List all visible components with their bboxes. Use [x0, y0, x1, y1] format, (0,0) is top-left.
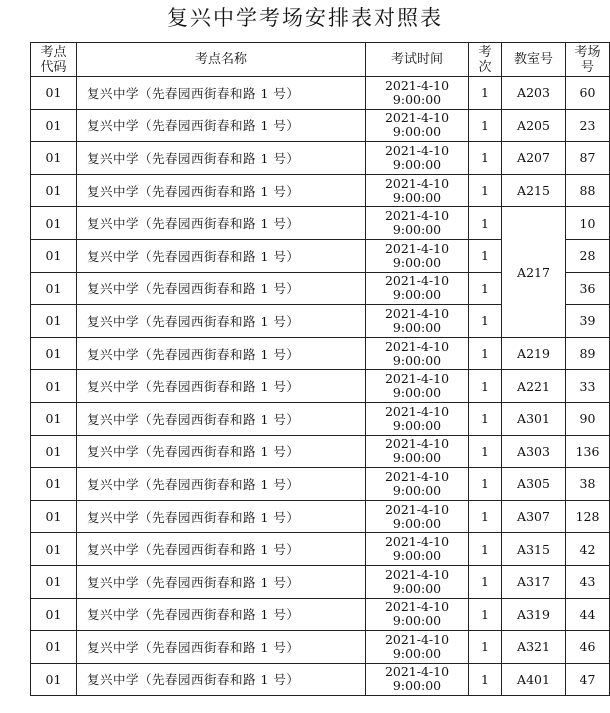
time-clock: 9:00:00: [392, 450, 442, 466]
cell-name: 复兴中学（先春园西街春和路 1 号）: [77, 142, 366, 175]
time-date: 2021-4-10: [384, 208, 450, 224]
table-row: [31, 402, 610, 435]
time-clock: 9:00:00: [392, 287, 442, 303]
time-clock: 9:00:00: [392, 156, 442, 172]
cell-code: 01: [31, 239, 77, 272]
cell-session: 1: [469, 402, 502, 435]
cell-session: 1: [469, 565, 502, 598]
table-row: [31, 598, 610, 631]
cell-name: 复兴中学（先春园西街春和路 1 号）: [77, 272, 366, 305]
table-row: [31, 565, 610, 598]
time-clock: 9:00:00: [392, 515, 442, 531]
cell-session: 1: [469, 468, 502, 501]
cell-room: A219: [502, 337, 566, 370]
table-row: [31, 174, 610, 207]
cell-code: 01: [31, 370, 77, 403]
cell-name: 复兴中学（先春园西街春和路 1 号）: [77, 598, 366, 631]
cell-room: A315: [502, 533, 566, 566]
cell-hall: 136: [566, 435, 610, 468]
cell-session: 1: [469, 663, 502, 696]
cell-time: [366, 500, 469, 533]
cell-name: 复兴中学（先春园西街春和路 1 号）: [77, 239, 366, 272]
cell-hall: 36: [566, 272, 610, 305]
cell-code: 01: [31, 77, 77, 110]
cell-hall: 44: [566, 598, 610, 631]
cell-time: [366, 663, 469, 696]
cell-name: 复兴中学（先春园西街春和路 1 号）: [77, 663, 366, 696]
cell-session: 1: [469, 631, 502, 664]
cell-time: [366, 565, 469, 598]
time-date: 2021-4-10: [384, 436, 450, 452]
cell-time: [366, 77, 469, 110]
cell-name: 复兴中学（先春园西街春和路 1 号）: [77, 77, 366, 110]
table-row: [31, 435, 610, 468]
cell-time: [366, 598, 469, 631]
cell-room: A217: [502, 207, 566, 337]
table-row: [31, 468, 610, 501]
table-row: [31, 500, 610, 533]
cell-time: [366, 402, 469, 435]
cell-name: 复兴中学（先春园西街春和路 1 号）: [77, 402, 366, 435]
cell-room: A215: [502, 174, 566, 207]
cell-hall: 23: [566, 109, 610, 142]
cell-session: 1: [469, 272, 502, 305]
cell-hall: 47: [566, 663, 610, 696]
time-clock: 9:00:00: [392, 91, 442, 107]
cell-session: 1: [469, 533, 502, 566]
cell-session: 1: [469, 500, 502, 533]
cell-time: [366, 272, 469, 305]
cell-name: 复兴中学（先春园西街春和路 1 号）: [77, 305, 366, 338]
cell-name: 复兴中学（先春园西街春和路 1 号）: [77, 207, 366, 240]
cell-hall: 10: [566, 207, 610, 240]
cell-time: [366, 174, 469, 207]
cell-room: A203: [502, 77, 566, 110]
time-clock: 9:00:00: [392, 482, 442, 498]
cell-session: 1: [469, 239, 502, 272]
table-row: [31, 631, 610, 664]
time-clock: 9:00:00: [392, 580, 442, 596]
cell-room: A205: [502, 109, 566, 142]
cell-code: 01: [31, 402, 77, 435]
table-row: [31, 337, 610, 370]
time-date: 2021-4-10: [384, 371, 450, 387]
cell-name: 复兴中学（先春园西街春和路 1 号）: [77, 468, 366, 501]
time-clock: 9:00:00: [392, 254, 442, 270]
cell-code: 01: [31, 500, 77, 533]
time-date: 2021-4-10: [384, 566, 450, 582]
time-date: 2021-4-10: [384, 142, 450, 158]
table-row: [31, 533, 610, 566]
table-row: [31, 142, 610, 175]
table-row: [31, 77, 610, 110]
cell-session: 1: [469, 207, 502, 240]
cell-time: [366, 631, 469, 664]
cell-hall: 28: [566, 239, 610, 272]
exam-schedule-table: [30, 42, 610, 696]
table-header-row: [31, 43, 610, 77]
cell-room: A317: [502, 565, 566, 598]
cell-session: 1: [469, 77, 502, 110]
cell-code: 01: [31, 435, 77, 468]
cell-session: 1: [469, 435, 502, 468]
header-time: 考试时间: [366, 43, 469, 77]
cell-time: [366, 533, 469, 566]
time-clock: 9:00:00: [392, 352, 442, 368]
time-date: 2021-4-10: [384, 240, 450, 256]
time-clock: 9:00:00: [392, 548, 442, 564]
table-row: [31, 207, 610, 240]
time-clock: 9:00:00: [392, 645, 442, 661]
cell-time: [366, 468, 469, 501]
cell-code: 01: [31, 598, 77, 631]
cell-code: 01: [31, 142, 77, 175]
cell-time: [366, 305, 469, 338]
cell-hall: 87: [566, 142, 610, 175]
cell-name: 复兴中学（先春园西街春和路 1 号）: [77, 500, 366, 533]
cell-room: A221: [502, 370, 566, 403]
cell-code: 01: [31, 305, 77, 338]
cell-hall: 38: [566, 468, 610, 501]
cell-session: 1: [469, 142, 502, 175]
time-clock: 9:00:00: [392, 613, 442, 629]
cell-hall: 88: [566, 174, 610, 207]
header-name: 考点名称: [77, 43, 366, 77]
cell-hall: 128: [566, 500, 610, 533]
cell-time: [366, 435, 469, 468]
time-date: 2021-4-10: [384, 273, 450, 289]
cell-room: A303: [502, 435, 566, 468]
time-clock: 9:00:00: [392, 222, 442, 238]
cell-session: 1: [469, 174, 502, 207]
cell-name: 复兴中学（先春园西街春和路 1 号）: [77, 631, 366, 664]
cell-code: 01: [31, 174, 77, 207]
time-date: 2021-4-10: [384, 175, 450, 191]
cell-code: 01: [31, 631, 77, 664]
cell-hall: 46: [566, 631, 610, 664]
cell-code: 01: [31, 207, 77, 240]
cell-code: 01: [31, 663, 77, 696]
time-clock: 9:00:00: [392, 385, 442, 401]
cell-hall: 89: [566, 337, 610, 370]
page-title: 复兴中学考场安排表对照表: [167, 6, 443, 30]
time-clock: 9:00:00: [392, 124, 442, 140]
time-date: 2021-4-10: [384, 631, 450, 647]
time-date: 2021-4-10: [384, 468, 450, 484]
cell-session: 1: [469, 598, 502, 631]
cell-time: [366, 142, 469, 175]
cell-session: 1: [469, 337, 502, 370]
cell-session: 1: [469, 109, 502, 142]
table-row: [31, 109, 610, 142]
time-date: 2021-4-10: [384, 403, 450, 419]
cell-hall: 60: [566, 77, 610, 110]
table-body: [31, 77, 610, 696]
table-row: [31, 370, 610, 403]
table-row: [31, 663, 610, 696]
cell-room: A207: [502, 142, 566, 175]
cell-name: 复兴中学（先春园西街春和路 1 号）: [77, 370, 366, 403]
cell-hall: 39: [566, 305, 610, 338]
cell-code: 01: [31, 272, 77, 305]
time-date: 2021-4-10: [384, 599, 450, 615]
cell-hall: 90: [566, 402, 610, 435]
cell-time: [366, 370, 469, 403]
cell-session: 1: [469, 370, 502, 403]
time-date: 2021-4-10: [384, 534, 450, 550]
cell-time: [366, 207, 469, 240]
cell-room: A307: [502, 500, 566, 533]
cell-hall: 33: [566, 370, 610, 403]
time-date: 2021-4-10: [384, 77, 450, 93]
cell-hall: 42: [566, 533, 610, 566]
cell-name: 复兴中学（先春园西街春和路 1 号）: [77, 565, 366, 598]
cell-room: A321: [502, 631, 566, 664]
time-date: 2021-4-10: [384, 501, 450, 517]
time-date: 2021-4-10: [384, 305, 450, 321]
cell-name: 复兴中学（先春园西街春和路 1 号）: [77, 435, 366, 468]
time-date: 2021-4-10: [384, 338, 450, 354]
header-session: 考 次: [469, 43, 502, 77]
cell-time: [366, 239, 469, 272]
cell-code: 01: [31, 109, 77, 142]
cell-room: A301: [502, 402, 566, 435]
cell-name: 复兴中学（先春园西街春和路 1 号）: [77, 533, 366, 566]
cell-name: 复兴中学（先春园西街春和路 1 号）: [77, 109, 366, 142]
cell-hall: 43: [566, 565, 610, 598]
time-clock: 9:00:00: [392, 678, 442, 694]
cell-code: 01: [31, 468, 77, 501]
cell-name: 复兴中学（先春园西街春和路 1 号）: [77, 174, 366, 207]
cell-time: [366, 337, 469, 370]
time-date: 2021-4-10: [384, 110, 450, 126]
header-room: 教室号: [502, 43, 566, 77]
cell-room: A305: [502, 468, 566, 501]
cell-session: 1: [469, 305, 502, 338]
time-clock: 9:00:00: [392, 417, 442, 433]
cell-room: A401: [502, 663, 566, 696]
time-date: 2021-4-10: [384, 664, 450, 680]
cell-code: 01: [31, 533, 77, 566]
cell-code: 01: [31, 337, 77, 370]
time-clock: 9:00:00: [392, 319, 442, 335]
time-clock: 9:00:00: [392, 189, 442, 205]
cell-name: 复兴中学（先春园西街春和路 1 号）: [77, 337, 366, 370]
header-hall: 考场 号: [566, 43, 610, 77]
header-code: 考点 代码: [31, 43, 77, 77]
cell-time: [366, 109, 469, 142]
cell-room: A319: [502, 598, 566, 631]
cell-code: 01: [31, 565, 77, 598]
